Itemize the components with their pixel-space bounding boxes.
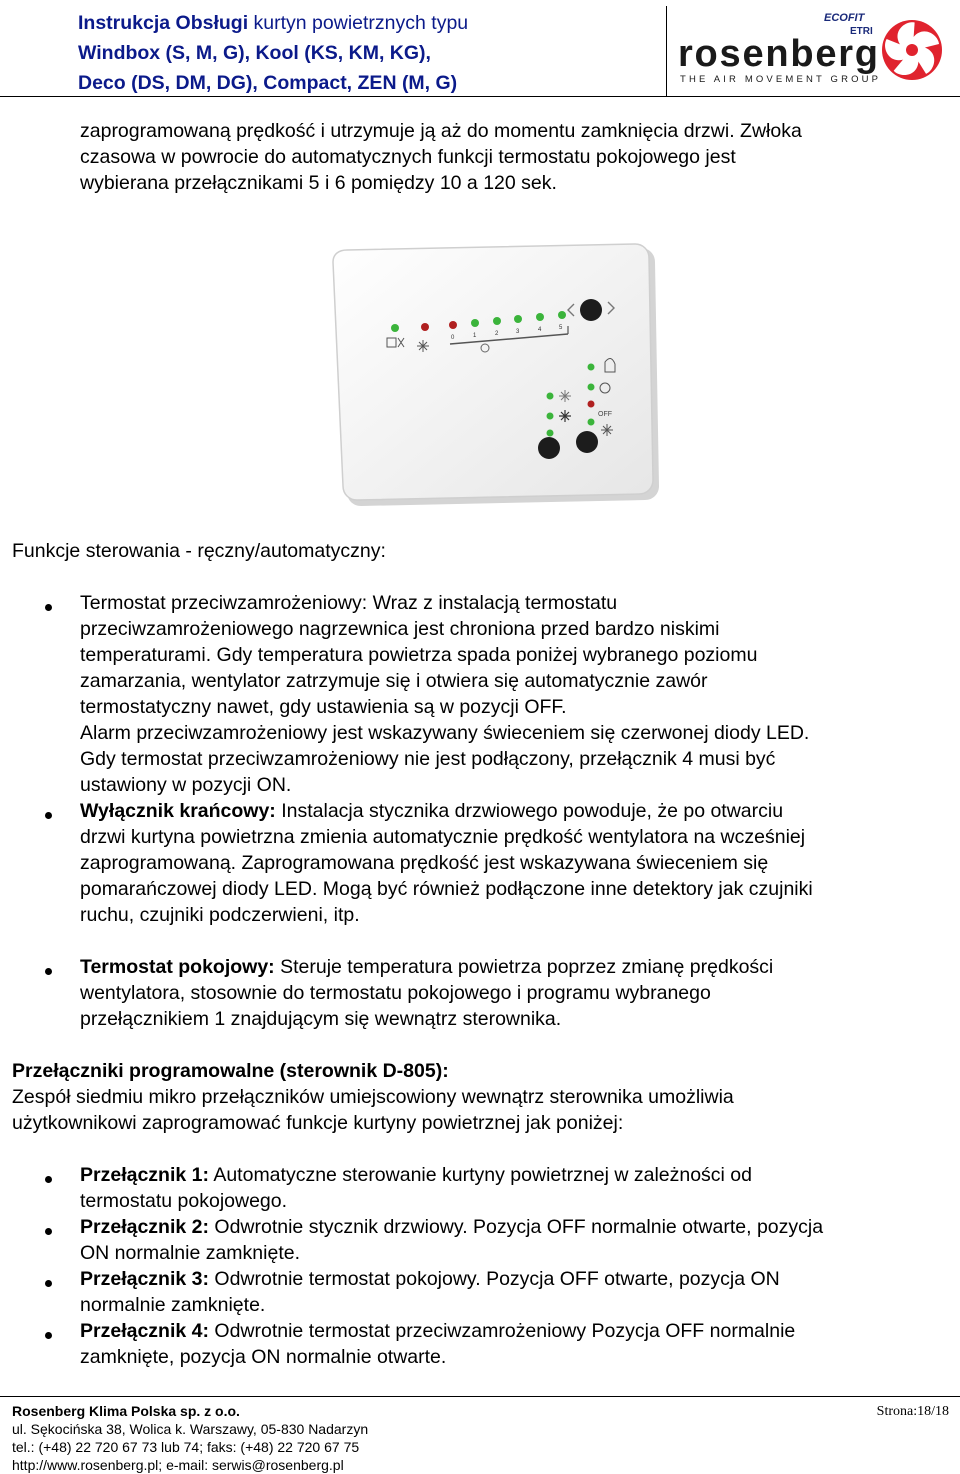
led-green-icon [558, 311, 566, 319]
switches-section [12, 1058, 912, 1136]
bullet-icon [45, 1176, 52, 1183]
list-item [80, 1214, 950, 1266]
scale-label: 5 [559, 325, 563, 331]
item-text: Instalacja stycznika drzwiowego powoduje, że po otwarciu [275, 800, 784, 822]
bullet-icon [45, 968, 52, 975]
etri-label: ETRI [850, 26, 873, 37]
brand-name: rosenberg [678, 33, 878, 75]
controls-heading: Funkcje sterowania - ręczny/automatyczny: [12, 540, 386, 562]
footer-web: http://www.rosenberg.pl; e-mail: serwis@rosenberg.pl [12, 1457, 344, 1473]
item-text: Odwrotnie stycznik drzwiowy. Pozycja OFF normalnie otwarte, pozycja [208, 1216, 824, 1238]
list-item [80, 954, 950, 1032]
bullet-icon [45, 1280, 52, 1287]
list-line: przeciwzamrożeniowego nagrzewnica jest chroniona przed bardzo niskimi [80, 618, 720, 640]
brand-tagline: THE AIR MOVEMENT GROUP [680, 74, 878, 85]
item-term: Przełącznik 2: [80, 1216, 209, 1238]
bullet-icon [45, 604, 52, 611]
speed-button[interactable] [580, 299, 602, 321]
bullet-icon [45, 812, 52, 819]
page-header [0, 0, 960, 97]
scale-label: 2 [495, 331, 499, 337]
footer-company: Rosenberg Klima Polska sp. z o.o. [12, 1403, 240, 1419]
controller-device-image [325, 240, 665, 510]
item-term: Przełącznik 4: [80, 1320, 209, 1342]
list-line: przełącznikiem 1 znajdującym się wewnątrz sterownika. [80, 1008, 562, 1030]
list-line: Gdy termostat przeciwzamrożeniowy nie jest podłączony, przełącznik 4 musi być [80, 748, 776, 770]
list-line: ON normalnie zamknięte. [80, 1242, 301, 1264]
item-term: Wyłącznik krańcowy: [80, 800, 276, 822]
header-divider [666, 6, 667, 96]
list-item [80, 798, 950, 928]
intro-line: wybierana przełącznikami 5 i 6 pomiędzy 10 a 120 sek. [80, 172, 557, 194]
list-line: Alarm przeciwzamrożeniowy jest wskazywany świeceniem się czerwonej diody LED. [80, 722, 810, 744]
list-line: zamknięte, pozycja ON normalnie otwarte. [80, 1346, 447, 1368]
led-green-icon [471, 319, 479, 327]
item-term: Przełącznik 1: [80, 1164, 209, 1186]
led-green-icon [536, 313, 544, 321]
scale-label: 3 [516, 329, 520, 335]
list-line: termostatyczny nawet, gdy ustawienia są w pozycji OFF. [80, 696, 567, 718]
footer-rule [0, 1396, 960, 1397]
item-term: Przełącznik 3: [80, 1268, 209, 1290]
heat-button[interactable] [538, 437, 560, 459]
item-text: Odwrotnie termostat przeciwzamrożeniowy Pozycja OFF normalnie [208, 1320, 796, 1342]
bullet-icon [45, 1332, 52, 1339]
list-line: pomarańczowej diody LED. Mogą być również podłączone inne detektory jak czujniki [80, 878, 813, 900]
list-line: drzwi kurtyna powietrzna zmienia automatycznie prędkość wentylatora na wcześniej [80, 826, 806, 848]
scale-label: 0 [451, 335, 455, 341]
led-green-icon [493, 317, 501, 325]
list-line: zamarzania, wentylator zatrzymuje się i otwiera się automatycznie zawór [80, 670, 708, 692]
switches-desc: użytkownikowi zaprogramować funkcje kurtyny powietrznej jak poniżej: [12, 1112, 624, 1134]
bullet-icon [45, 1228, 52, 1235]
list-item [80, 590, 950, 798]
list-item [80, 1318, 950, 1370]
led-green-icon [514, 315, 522, 323]
led-green-icon [391, 324, 399, 332]
list-line: temperaturami. Gdy temperatura powietrza spada poniżej wybranego poziomu [80, 644, 758, 666]
scale-label: 1 [473, 333, 477, 339]
led-red-icon [449, 321, 457, 329]
led-heat-icon [588, 419, 595, 426]
page-number: Strona:18/18 [876, 1404, 949, 1419]
title-rest: kurtyn powietrznych typu [248, 12, 469, 34]
intro-paragraph [80, 118, 920, 196]
led-off-icon [588, 401, 595, 408]
title-bold: Instrukcja Obsługi [78, 12, 249, 34]
scale-label: 4 [538, 327, 542, 333]
list-line: Termostat przeciwzamrożeniowy: Wraz z instalacją termostatu [80, 592, 618, 614]
list-item [80, 1266, 950, 1318]
item-text: Steruje temperatura powietrza poprzez zmianę prędkości [274, 956, 774, 978]
led-auto-icon [588, 384, 595, 391]
off-label: OFF [598, 411, 612, 418]
led-manual-icon [588, 364, 595, 371]
list-item [80, 1162, 950, 1214]
led-red-icon [421, 323, 429, 331]
list-line: ruchu, czujniki podczerwieni, itp. [80, 904, 360, 926]
item-term: Termostat pokojowy: [80, 956, 275, 978]
list-line: normalnie zamknięte. [80, 1294, 266, 1316]
led-green-icon [547, 413, 554, 420]
list-line: termostatu pokojowego. [80, 1190, 288, 1212]
rosenberg-logo [674, 8, 946, 92]
switches-desc: Zespół siedmiu mikro przełączników umiejscowiony wewnątrz sterownika umożliwia [12, 1086, 734, 1108]
switches-heading: Przełączniki programowalne (sterownik D-805): [12, 1060, 449, 1082]
document-title [78, 8, 468, 98]
item-text: Odwrotnie termostat pokojowy. Pozycja OFF otwarte, pozycja ON [208, 1268, 780, 1290]
page-footer [12, 1402, 368, 1474]
title-line-3: Deco (DS, DM, DG), Compact, ZEN (M, G) [78, 72, 458, 94]
led-green-icon [547, 430, 554, 437]
intro-line: zaprogramowaną prędkość i utrzymuje ją aż do momentu zamknięcia drzwi. Zwłoka [80, 120, 802, 142]
list-line: zaprogramowaną. Zaprogramowana prędkość jest wskazywana świeceniem się [80, 852, 769, 874]
mode-button[interactable] [576, 431, 598, 453]
ecofit-label: ECOFIT [824, 12, 865, 24]
intro-line: czasowa w powrocie do automatycznych funkcji termostatu pokojowego jest [80, 146, 736, 168]
footer-address: ul. Sękocińska 38, Wolica k. Warszawy, 05-830 Nadarzyn [12, 1421, 369, 1437]
header-rule [0, 96, 960, 97]
list-line: ustawiony w pozycji ON. [80, 774, 292, 796]
item-text: Automatyczne sterowanie kurtyny powietrznej w zależności od [208, 1164, 752, 1186]
list-line: wentylatora, stosownie do termostatu pokojowego i programu wybranego [80, 982, 711, 1004]
footer-phone: tel.: (+48) 22 720 67 73 lub 74; faks: (+48) 22 720 67 75 [12, 1439, 360, 1455]
led-green-icon [547, 393, 554, 400]
title-line-2: Windbox (S, M, G), Kool (KS, KM, KG), [78, 42, 431, 64]
